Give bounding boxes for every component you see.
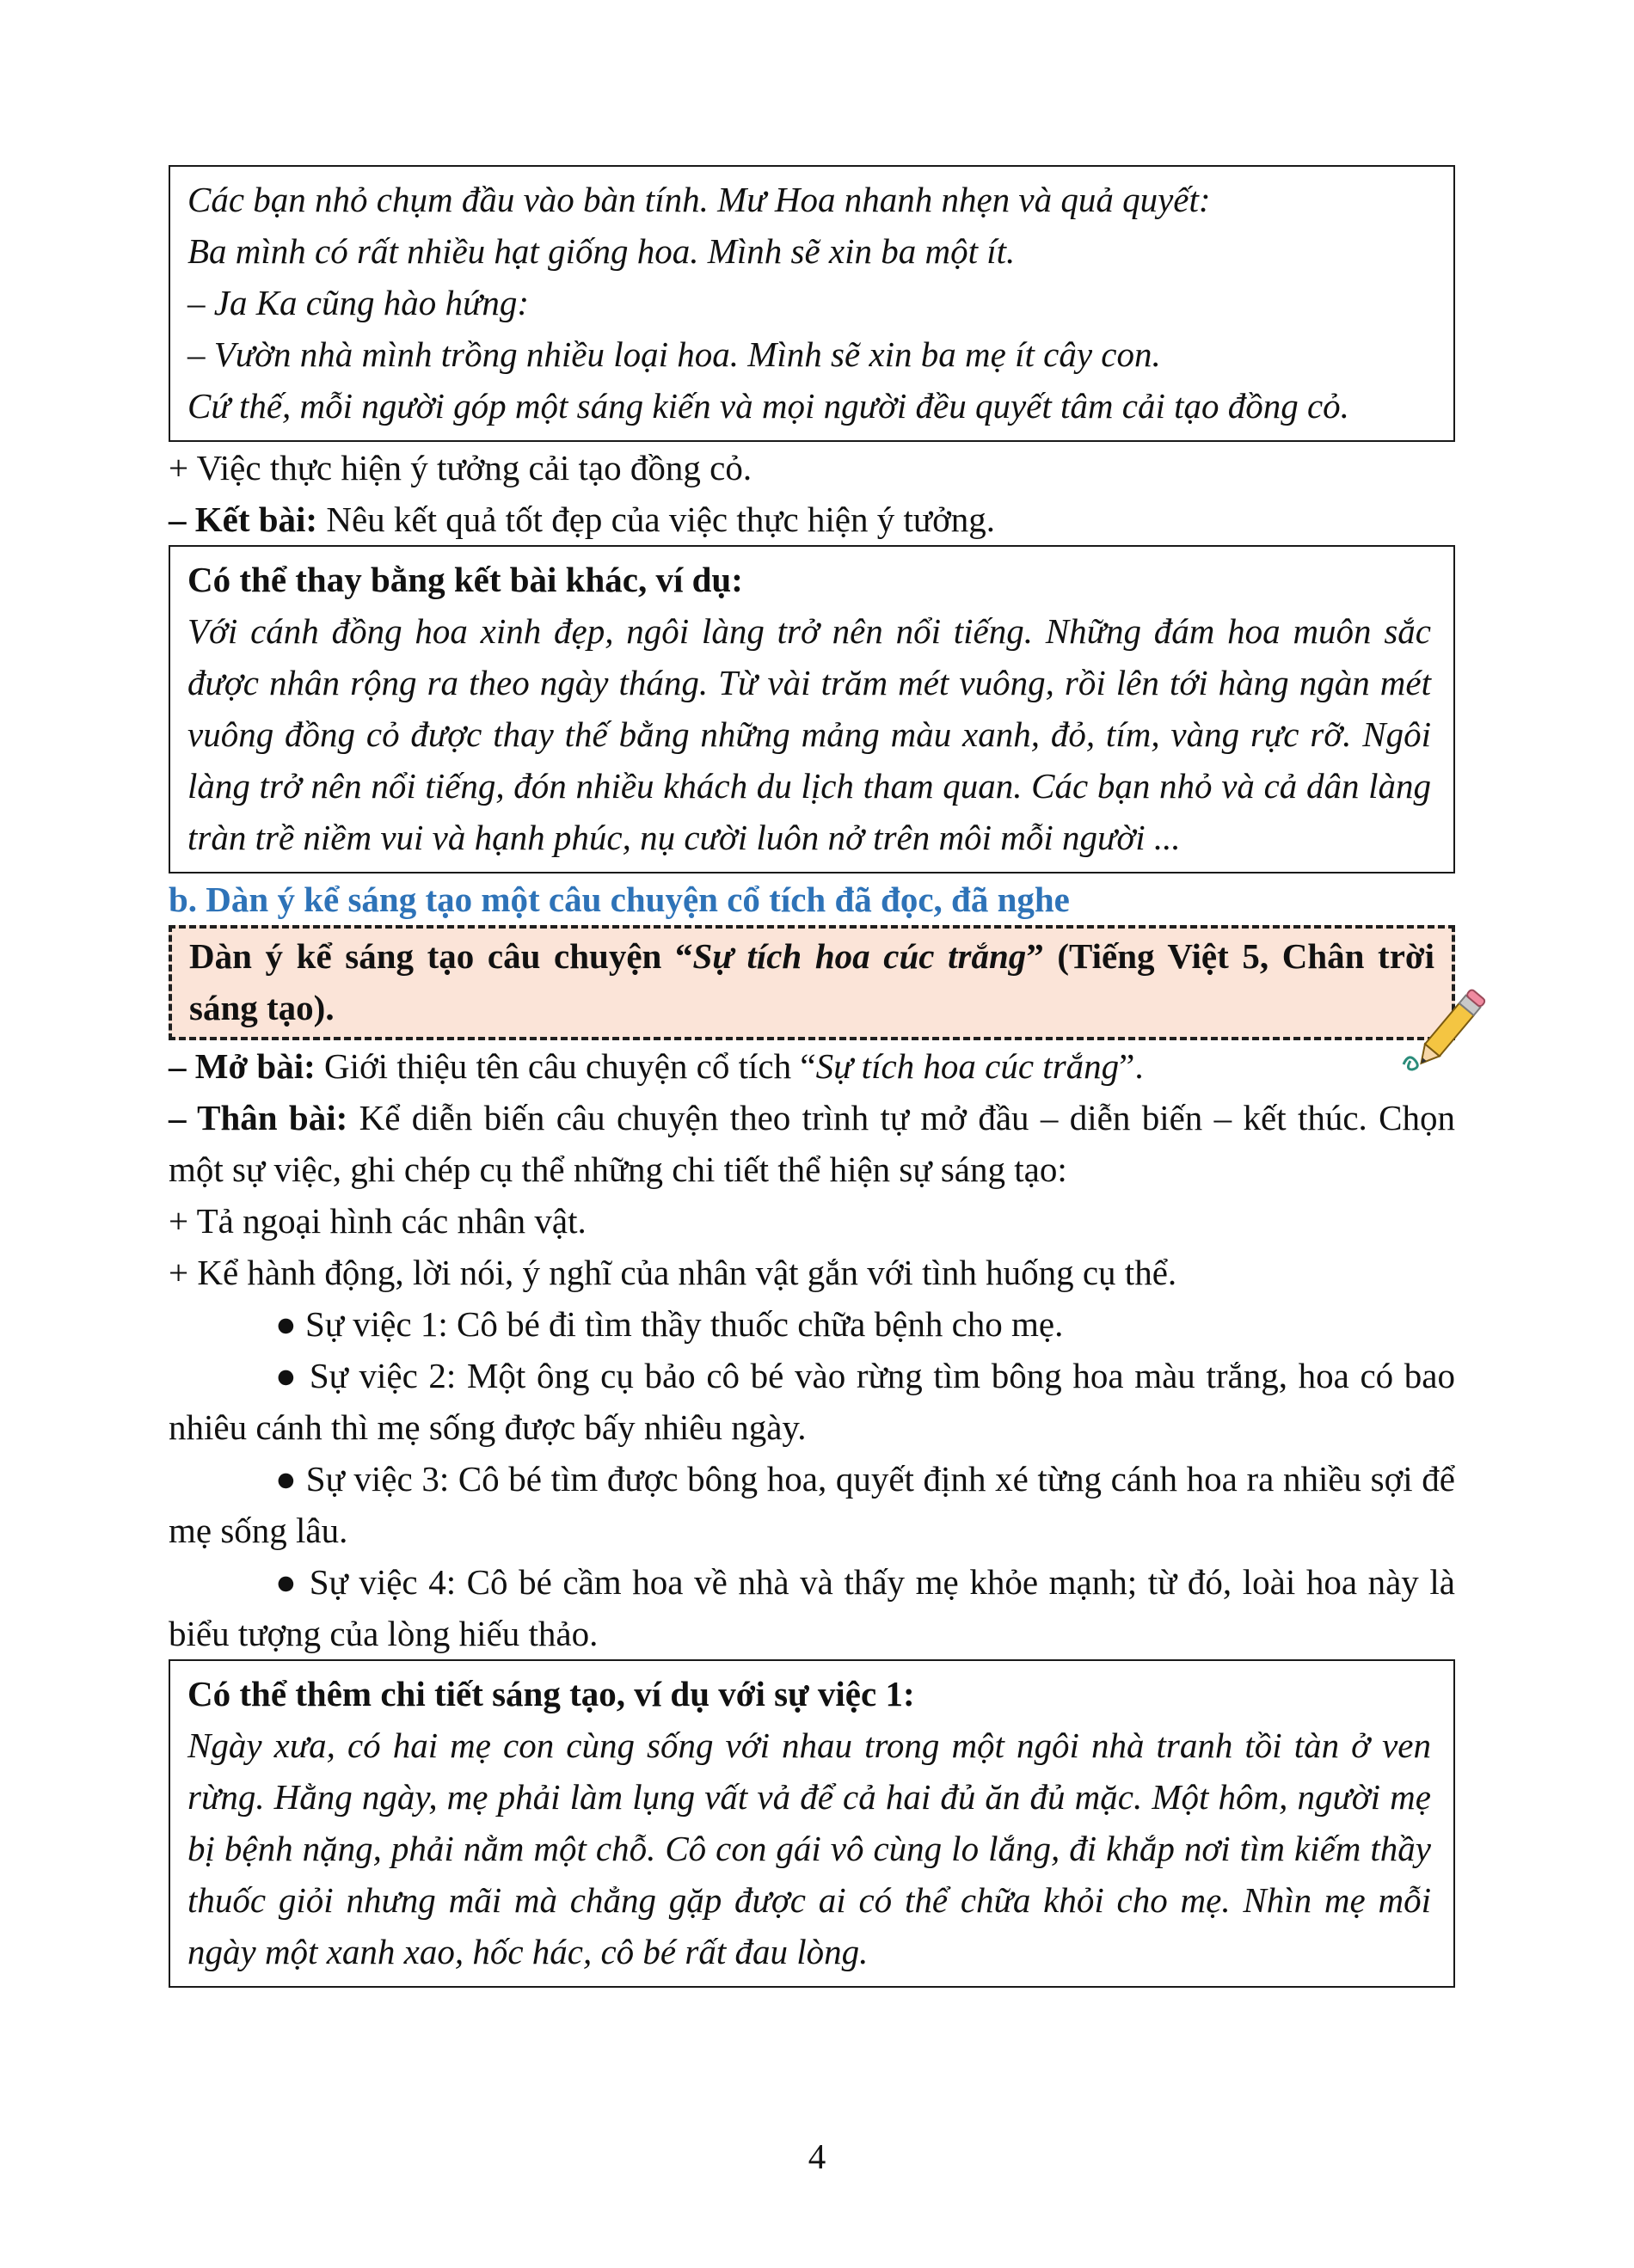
outline-item: + Việc thực hiện ý tưởng cải tạo đồng cỏ. [169,448,752,487]
section-b-heading: b. Dàn ý kể sáng tạo một câu chuyện cổ tích đã đọc, đã nghe [169,880,1070,919]
creative-detail-heading: Có thể thêm chi tiết sáng tạo, ví dụ với sự việc 1: [187,1674,915,1713]
outline-item: + Tả ngoại hình các nhân vật. [169,1201,587,1241]
alternative-ending-box [169,545,1455,873]
than-bai-text: Kể diễn biến câu chuyện theo trình tự mở đầu – diễn biến – kết thúc. Chọn một sự việc, ghi chép cụ thể những chi tiết thể hiện sự sáng tạo: [169,1098,1455,1189]
event-item: ● Sự việc 4: Cô bé cầm hoa về nhà và thấy mẹ khỏe mạnh; từ đó, loài hoa này là biểu tượng của lòng hiếu thảo. [169,1562,1455,1653]
excerpt-line: Các bạn nhỏ chụm đầu vào bàn tính. Mư Hoa nhanh nhẹn và quả quyết: [187,180,1211,219]
event-item: ● Sự việc 1: Cô bé đi tìm thầy thuốc chữa bệnh cho mẹ. [275,1304,1064,1344]
creative-detail-text: Ngày xưa, có hai mẹ con cùng sống với nhau trong một ngôi nhà tranh tồi tàn ở ven rừng. Hằng ngày, mẹ phải làm lụng vất vả để cả hai đủ ăn đủ mặc. Một hôm, người mẹ bị bệnh nặng, phải nằm một chỗ. Cô con gái vô cùng lo lắng, đi khắp nơi tìm kiếm thầy thuốc giỏi nhưng mãi mà chẳng gặp được ai có thể chữa khỏi cho mẹ. Nhìn mẹ mỗi ngày một xanh xao, hốc hác, cô bé rất đau lòng. [187,1726,1431,1971]
ket-bai-label: – Kết bài: [169,500,318,539]
excerpt-line: Cứ thế, mỗi người góp một sáng kiến và mọi người đều quyết tâm cải tạo đồng cỏ. [187,386,1349,426]
outline-title-before: Dàn ý kể sáng tạo câu chuyện “ [189,936,693,976]
alternative-ending-heading: Có thể thay bằng kết bài khác, ví dụ: [187,560,743,599]
outline-title-box [169,925,1455,1040]
story-title: Sự tích hoa cúc trắng [692,936,1027,976]
ket-bai-text: Nêu kết quả tốt đẹp của việc thực hiện ý tưởng. [317,500,996,539]
creative-detail-box [169,1659,1455,1988]
event-item: ● Sự việc 2: Một ông cụ bảo cô bé vào rừng tìm bông hoa màu trắng, hoa có bao nhiêu cánh thì mẹ sống được bấy nhiêu ngày. [169,1356,1455,1447]
excerpt-line: – Ja Ka cũng hào hứng: [187,283,530,322]
alternative-ending-text: Với cánh đồng hoa xinh đẹp, ngôi làng trở nên nổi tiếng. Những đám hoa muôn sắc được nhân rộng ra theo ngày tháng. Từ vài trăm mét vuông, rồi lên tới hàng ngàn mét vuông đồng cỏ được thay thế bằng những mảng màu xanh, đỏ, tím, vàng rực rỡ. Ngôi làng trở nên nổi tiếng, đón nhiều khách du lịch tham quan. Các bạn nhỏ và cả dân làng tràn trề niềm vui và hạnh phúc, nụ cười luôn nở trên môi mỗi người ... [187,611,1431,857]
outline-item: + Kể hành động, lời nói, ý nghĩ của nhân vật gắn với tình huống cụ thể. [169,1253,1177,1292]
outline-title-after: ” (Tiếng Việt 5, Chân trời sáng tạo). [189,936,1434,1027]
page-number: 4 [808,2136,826,2176]
mo-bai-label: – Mở bài: [169,1046,316,1086]
mo-bai-line [169,1040,1455,1092]
excerpt-line: Ba mình có rất nhiều hạt giống hoa. Mình sẽ xin ba một ít. [187,231,1016,271]
pencil-icon [1397,978,1496,1078]
event-item: ● Sự việc 3: Cô bé tìm được bông hoa, quyết định xé từng cánh hoa ra nhiều sợi để mẹ sống lâu. [169,1459,1455,1550]
document-page [169,165,1455,1988]
than-bai-label: – Thân bài: [169,1098,348,1137]
dialogue-excerpt-box [169,165,1455,442]
than-bai-paragraph [169,1092,1455,1195]
mo-bai-story-title: Sự tích hoa cúc trắng [815,1046,1120,1086]
ket-bai-line [169,493,1455,545]
mo-bai-text: Giới thiệu tên câu chuyện cổ tích “ [315,1046,816,1086]
mo-bai-text-end: ”. [1119,1046,1144,1086]
excerpt-line: – Vườn nhà mình trồng nhiều loại hoa. Mình sẽ xin ba mẹ ít cây con. [187,334,1161,374]
